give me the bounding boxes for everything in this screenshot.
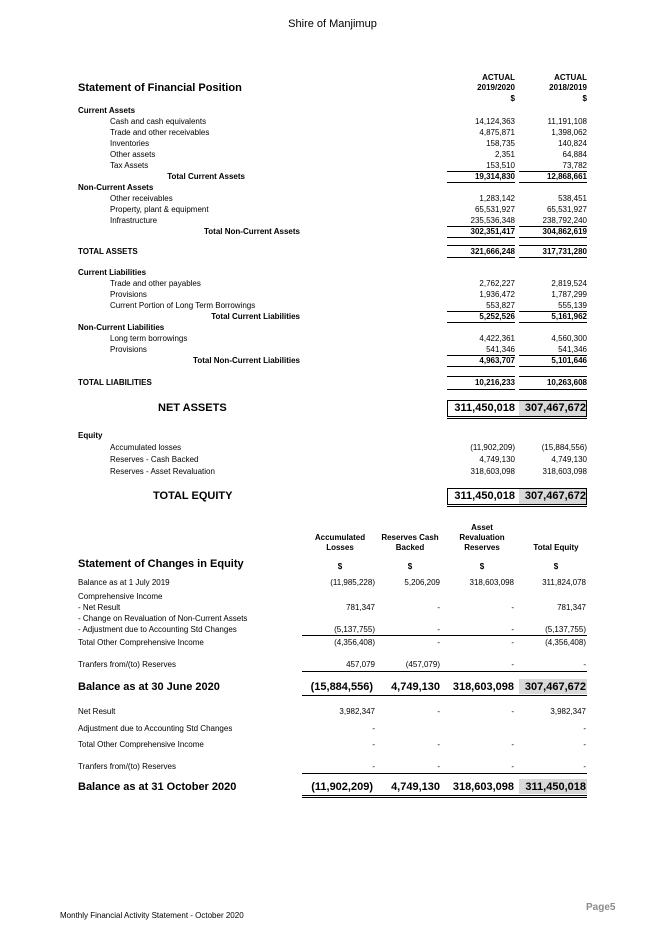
sce-col3-unit: $ [479,562,485,571]
rule [519,376,587,377]
sce-col1-line1: Accumulated [314,533,366,542]
sce-col1-unit: $ [337,562,343,571]
sce-col1-line2: Losses [326,543,354,552]
sfp-col2-line2: 2018/2019 [549,83,587,92]
noncurrent-liabilities-heading: Non-Current Liabilities [78,323,165,332]
comprehensive-income-heading: Comprehensive Income [78,592,163,601]
rule [302,795,587,796]
current-assets-heading: Current Assets [78,106,136,115]
rule [447,418,587,419]
rule [447,506,587,507]
rule [519,389,587,390]
sce-row-change-revaluation: - Change on Revaluation of Non-Current Assets [78,614,248,623]
sce-col3-line3: Reserves [464,543,500,552]
rule [519,245,587,246]
rule [302,695,587,696]
sfp-col1-line2: 2019/2020 [477,83,515,92]
sce-col4-line1: Total Equity [533,543,579,552]
rule [302,635,587,636]
rule [447,376,515,377]
sfp-col1-line1: ACTUAL [482,73,515,82]
rule [519,182,587,183]
sfp-col2-line3: $ [582,94,587,103]
rule [302,773,587,774]
sce-col2-line2: Backed [395,543,425,552]
page-number: Page5 [586,902,616,913]
sfp-col2-line1: ACTUAL [554,73,587,82]
rule [447,237,515,238]
rule [519,322,587,323]
sfp-title: Statement of Financial Position [78,82,242,94]
sce-col4-unit: $ [553,562,559,571]
sce-col2-unit: $ [407,562,413,571]
sce-title: Statement of Changes in Equity [78,558,244,570]
sce-col3-line2: Revaluation [459,533,505,542]
page-title: Shire of Manjimup [288,18,377,30]
page-footer: Monthly Financial Activity Statement - October 2020 [60,911,244,920]
rule [447,322,515,323]
rule [302,671,587,672]
equity-heading: Equity [78,431,103,440]
sce-col2-line1: Reserves Cash [381,533,439,542]
rule [519,237,587,238]
noncurrent-assets-heading: Non-Current Assets [78,183,154,192]
current-liabilities-heading: Current Liabilities [78,268,147,277]
sfp-col1-line3: $ [510,94,515,103]
rule [302,797,587,798]
rule [447,182,515,183]
rule [447,257,515,258]
rule [447,389,515,390]
sce-col3-line1: Asset [471,523,493,532]
rule [447,366,515,367]
rule [519,257,587,258]
rule [519,366,587,367]
rule [447,245,515,246]
